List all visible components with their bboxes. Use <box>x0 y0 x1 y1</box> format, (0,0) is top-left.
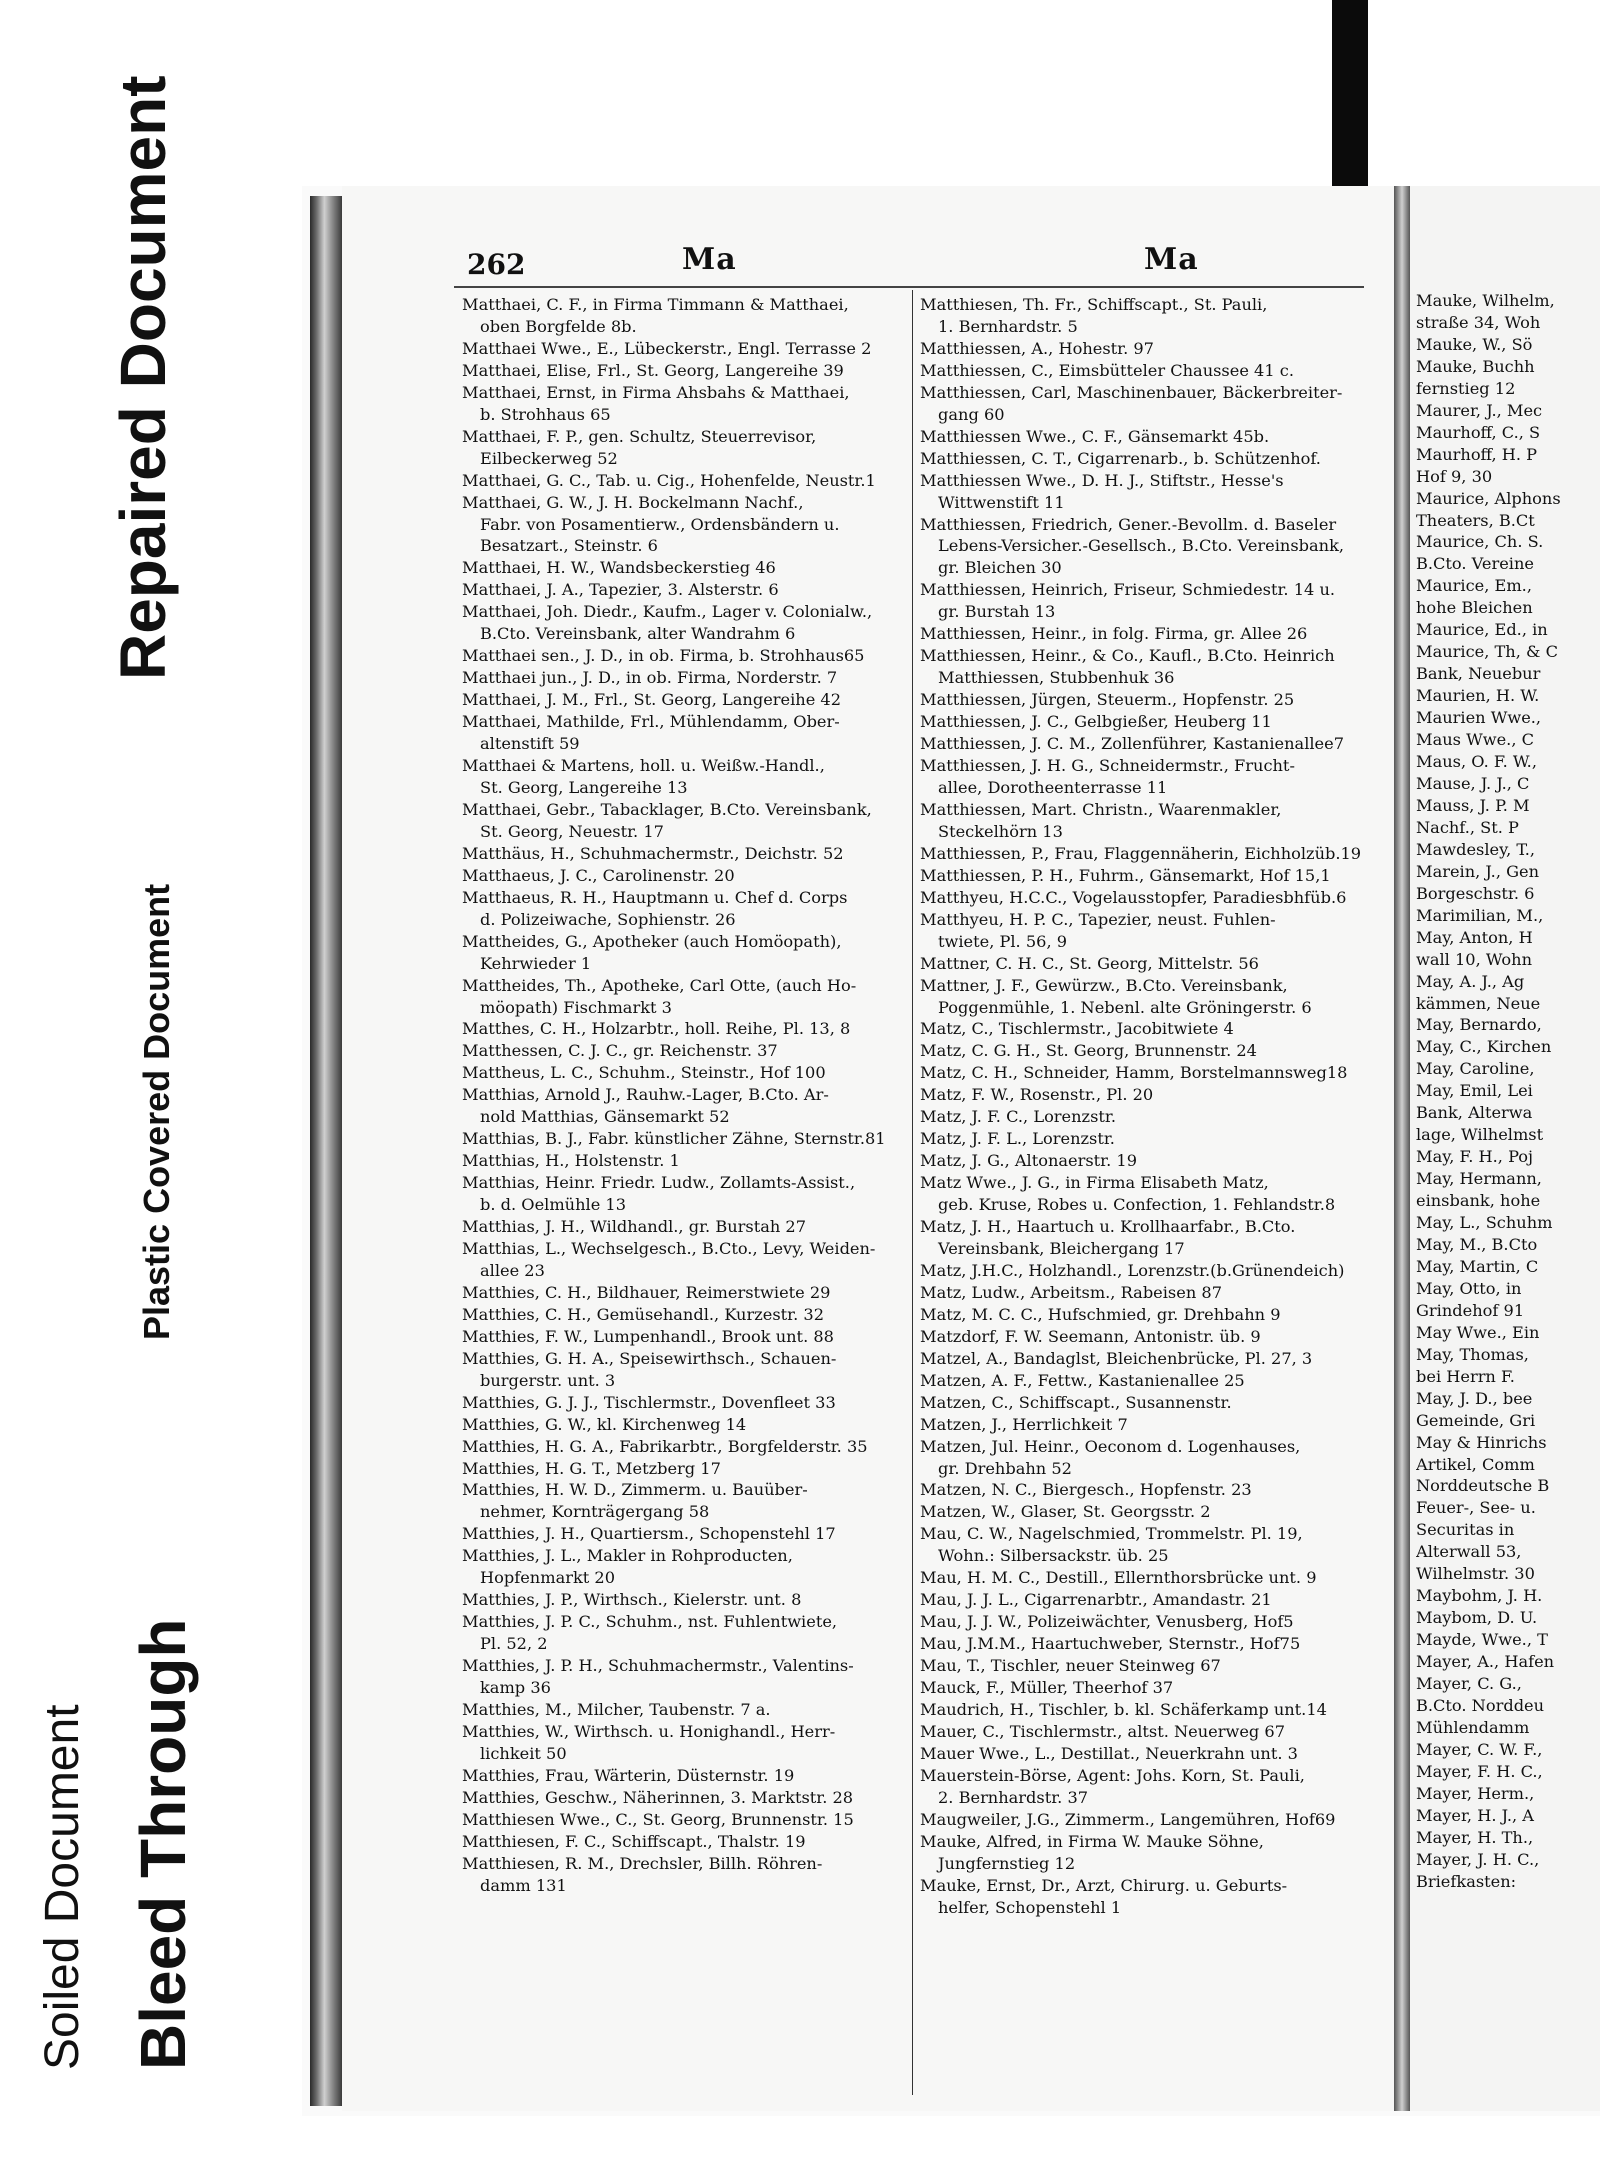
directory-entry: Matz, M. C. C., Hufschmied, gr. Drehbahn 9 <box>920 1304 1281 1324</box>
label-repaired-line1 <box>107 75 179 680</box>
directory-entry: Matthiessen, Carl, Maschinenbauer, Bäckerbreiter- gang 60 <box>920 382 1343 424</box>
directory-entry: Matthiessen Wwe., D. H. J., Stiftstr., Hesse's Wittwenstift 11 <box>920 470 1284 512</box>
directory-entry: Matthiessen, Heinrich, Friseur, Schmiedestr. 14 u. gr. Burstah 13 <box>920 580 1336 622</box>
book-spine <box>310 196 342 2106</box>
directory-entry: Matthaei, J. A., Tapezier, 3. Alsterstr. 6 <box>462 580 779 600</box>
label-plastic-text: Plastic Covered Document <box>136 883 177 1340</box>
directory-entry: Matthies, W., Wirthsch. u. Honighandl., Herr- lichkeit 50 <box>462 1721 836 1763</box>
directory-entry-cut: Mühlendamm <box>1416 1717 1530 1737</box>
directory-entry: Matthaei, H. W., Wandsbeckerstieg 46 <box>462 558 776 578</box>
directory-entry-cut: Feuer-, See- u. <box>1416 1498 1536 1518</box>
directory-entry: Matthiessen, C. T., Cigarrenarb., b. Schützenhof. <box>920 448 1321 468</box>
directory-entry: Matthias, Heinr. Friedr. Ludw., Zollamts-Assist., b. d. Oelmühle 13 <box>462 1173 856 1215</box>
directory-entry-cut: kämmen, Neue <box>1416 993 1541 1013</box>
label-repaired: Repaired Document <box>107 75 179 680</box>
directory-entry: Matthiessen, Jürgen, Steuerm., Hopfenstr. 25 <box>920 690 1295 710</box>
label-plastic-covered <box>138 884 176 1340</box>
directory-entry: Matthies, C. H., Gemüsehandl., Kurzestr. 32 <box>462 1304 824 1324</box>
directory-entry-cut: Mauke, Buchh <box>1416 356 1535 376</box>
directory-entry-cut: Marein, J., Gen <box>1416 861 1540 881</box>
directory-entry-cut: fernstieg 12 <box>1416 378 1516 398</box>
directory-entry-cut: hohe Bleichen <box>1416 598 1533 618</box>
directory-entry: Matthaei jun., J. D., in ob. Firma, Norderstr. 7 <box>462 668 838 688</box>
directory-entry-cut: Gemeinde, Gri <box>1416 1410 1536 1430</box>
directory-entry: Matthiessen Wwe., C. F., Gänsemarkt 45b. <box>920 426 1270 446</box>
directory-entry: Matz, J. F. C., Lorenzstr. <box>920 1107 1116 1127</box>
directory-entry: Mauer Wwe., L., Destillat., Neuerkrahn unt. 3 <box>920 1743 1298 1763</box>
page-right-partial <box>1410 186 1600 2111</box>
directory-entry: Matthies, G. W., kl. Kirchenweg 14 <box>462 1414 747 1434</box>
directory-entry-cut: May, Anton, H <box>1416 927 1533 947</box>
directory-entry: Matz, C. G. H., St. Georg, Brunnenstr. 24 <box>920 1041 1257 1061</box>
directory-entry: Matthaei, J. M., Frl., St. Georg, Langereihe 42 <box>462 690 842 710</box>
directory-entry: Matthiessen, A., Hohestr. 97 <box>920 338 1154 358</box>
directory-entry-cut: May, F. H., Poj <box>1416 1147 1534 1167</box>
directory-entry: Matthies, J. P., Wirthsch., Kielerstr. unt. 8 <box>462 1590 802 1610</box>
directory-entry-cut: May, C., Kirchen <box>1416 1037 1552 1057</box>
directory-entry-cut: straße 34, Woh <box>1416 312 1541 332</box>
directory-entry: Matzdorf, F. W. Seemann, Antonistr. üb. 9 <box>920 1326 1261 1346</box>
directory-entry: Mau, J.M.M., Haartuchweber, Sternstr., Hof75 <box>920 1634 1301 1654</box>
directory-entry-cut: Maybohm, J. H. <box>1416 1586 1543 1606</box>
directory-entry-cut: May, Otto, in <box>1416 1278 1522 1298</box>
page-left <box>342 186 1400 2111</box>
directory-entry: Mau, T., Tischler, neuer Steinweg 67 <box>920 1656 1221 1676</box>
directory-entry-cut: May, Bernardo, <box>1416 1015 1542 1035</box>
directory-entry: Matthies, J. P. C., Schuhm., nst. Fuhlentwiete, Pl. 52, 2 <box>462 1612 838 1654</box>
directory-entry-cut: Mayer, C. W. F., <box>1416 1739 1543 1759</box>
running-head-right: Ma <box>1144 242 1199 277</box>
directory-entry-cut: Borgeschstr. 6 <box>1416 883 1535 903</box>
directory-entry-cut: Artikel, Comm <box>1416 1454 1535 1474</box>
directory-entry: Matzen, A. F., Fettw., Kastanienallee 25 <box>920 1370 1245 1390</box>
directory-entry-cut: Theaters, B.Ct <box>1416 510 1535 530</box>
directory-entry: Matz, F. W., Rosenstr., Pl. 20 <box>920 1085 1154 1105</box>
directory-entry: Matthiesen, Th. Fr., Schiffscapt., St. Pauli, 1. Bernhardstr. 5 <box>920 295 1268 336</box>
header-rule <box>454 286 1364 288</box>
label-soiled <box>38 1704 88 2070</box>
directory-entry: Matthaei, Joh. Diedr., Kaufm., Lager v. Colonialw., B.Cto. Vereinsbank, alter Wandrahm 6 <box>462 602 873 644</box>
directory-entry-cut: wall 10, Wohn <box>1416 949 1533 969</box>
directory-entry: Matthaeus, J. C., Carolinenstr. 20 <box>462 865 735 885</box>
directory-entry: Matthaei, G. W., J. H. Bockelmann Nachf., Fabr. von Posamentierw., Ordensbändern u. Besatzart., Steinstr. 6 <box>462 492 840 556</box>
directory-entry: Matthiessen, J. C. M., Zollenführer, Kastanienallee7 <box>920 734 1345 754</box>
directory-entry: Matz, J. H., Haartuch u. Krollhaarfabr., B.Cto. Vereinsbank, Bleichergang 17 <box>920 1217 1296 1258</box>
directory-entry: Matz, C., Tischlermstr., Jacobitwiete 4 <box>920 1019 1234 1039</box>
directory-entry: Matthies, J. L., Makler in Rohproducten, Hopfenmarkt 20 <box>462 1546 793 1588</box>
directory-entry: Matzen, N. C., Biergesch., Hopfenstr. 23 <box>920 1480 1252 1500</box>
directory-entry: Mattheus, L. C., Schuhm., Steinstr., Hof 100 <box>462 1063 826 1083</box>
directory-entry: Matthiessen, Friedrich, Gener.-Bevollm. d. Baseler Lebens-Versicher.-Gesellsch., B.Cto. Vereinsbank, gr. Bleichen 30 <box>920 514 1345 578</box>
directory-entry-cut: May, Hermann, <box>1416 1169 1542 1189</box>
directory-entry: Matthias, B. J., Fabr. künstlicher Zähne, Sternstr.81 <box>462 1129 886 1149</box>
directory-entry: Matthies, G. J. J., Tischlermstr., Dovenfleet 33 <box>462 1392 836 1412</box>
directory-entry-cut: Mawdesley, T., <box>1416 839 1536 859</box>
directory-entry: Matzen, C., Schiffscapt., Susannenstr. <box>920 1392 1232 1412</box>
directory-entry: Matthyeu, H. P. C., Tapezier, neust. Fuhlen- twiete, Pl. 56, 9 <box>920 909 1276 951</box>
directory-entry-cut: Mauke, Wilhelm, <box>1416 291 1555 310</box>
directory-entry: Matthessen, C. J. C., gr. Reichenstr. 37 <box>462 1041 778 1061</box>
directory-entry: Mauke, Ernst, Dr., Arzt, Chirurg. u. Geburts- helfer, Schopenstehl 1 <box>920 1875 1288 1917</box>
directory-entry: Matz, C. H., Schneider, Hamm, Borstelmannsweg18 <box>920 1063 1348 1083</box>
directory-entry: Mattner, J. F., Gewürzw., B.Cto. Vereinsbank, Poggenmühle, 1. Nebenl. alte Gröningerstr. 6 <box>920 975 1312 1017</box>
directory-entry-cut: Nachf., St. P <box>1416 817 1519 837</box>
directory-column-right <box>920 294 1365 1919</box>
directory-entry: Matthaei Wwe., E., Lübeckerstr., Engl. Terrasse 2 <box>462 338 872 358</box>
directory-entry-cut: B.Cto. Norddeu <box>1416 1696 1545 1715</box>
directory-entry: Matthias, H., Holstenstr. 1 <box>462 1151 680 1171</box>
directory-entry: Matthiesen, R. M., Drechsler, Billh. Röhren- damm 131 <box>462 1853 823 1895</box>
page-number: 262 <box>467 248 526 281</box>
directory-column-far-right <box>1416 290 1600 1893</box>
directory-entry-cut: Maurer, J., Mec <box>1416 400 1543 420</box>
directory-entry-cut: May, A. J., Ag <box>1416 971 1525 991</box>
directory-entry: Matthaei & Martens, holl. u. Weißw.-Handl., St. Georg, Langereihe 13 <box>462 756 825 797</box>
directory-entry: Mauck, F., Müller, Theerhof 37 <box>920 1678 1174 1698</box>
directory-entry: Mau, J. J. W., Polizeiwächter, Venusberg, Hof5 <box>920 1612 1294 1632</box>
directory-entry: Matzel, A., Bandaglst, Bleichenbrücke, Pl. 27, 3 <box>920 1348 1313 1368</box>
directory-entry-cut: May, J. D., bee <box>1416 1388 1533 1408</box>
directory-entry: Matthies, G. H. A., Speisewirthsch., Schauen- burgerstr. unt. 3 <box>462 1348 837 1390</box>
directory-entry-cut: May, Caroline, <box>1416 1059 1535 1079</box>
directory-entry: Matthaei, Gebr., Tabacklager, B.Cto. Vereinsbank, St. Georg, Neuestr. 17 <box>462 799 872 841</box>
directory-entry-cut: bei Herrn F. <box>1416 1366 1515 1386</box>
directory-entry-cut: May, L., Schuhm <box>1416 1213 1553 1233</box>
directory-entry: Matthaei, C. F., in Firma Timmann & Matthaei, oben Borgfelde 8b. <box>462 295 849 336</box>
directory-entry: Matz, Ludw., Arbeitsm., Rabeisen 87 <box>920 1282 1222 1302</box>
directory-entry-cut: Mayer, Herm., <box>1416 1783 1535 1803</box>
directory-entry-cut: Hof 9, 30 <box>1416 466 1493 486</box>
directory-entry-cut: Mauss, J. P. M <box>1416 795 1530 815</box>
directory-entry: Matthies, J. P. H., Schuhmachermstr., Valentins- kamp 36 <box>462 1656 854 1698</box>
directory-entry-cut: May, Thomas, <box>1416 1344 1529 1364</box>
directory-entry-cut: Maus Wwe., C <box>1416 730 1534 750</box>
directory-entry: Matthies, J. H., Quartiersm., Schopenstehl 17 <box>462 1524 836 1544</box>
directory-entry: Mau, J. J. L., Cigarrenarbtr., Amandastr. 21 <box>920 1590 1272 1610</box>
directory-entry-cut: May Wwe., Ein <box>1416 1322 1540 1342</box>
directory-entry-cut: Maybom, D. U. <box>1416 1608 1538 1628</box>
directory-entry: Mattner, C. H. C., St. Georg, Mittelstr. 56 <box>920 953 1259 973</box>
condition-labels <box>30 75 300 2070</box>
directory-entry-cut: Alterwall 53, <box>1416 1542 1522 1562</box>
directory-entry-cut: Norddeutsche B <box>1416 1476 1550 1496</box>
book-scan <box>302 186 1600 2116</box>
directory-entry-cut: Marimilian, M., <box>1416 905 1544 925</box>
directory-entry: Matthias, J. H., Wildhandl., gr. Burstah 27 <box>462 1217 807 1237</box>
directory-entry-cut: Maurice, Th, & C <box>1416 642 1558 662</box>
directory-entry-cut: May & Hinrichs <box>1416 1432 1547 1452</box>
directory-entry-cut: Mayer, H. J., A <box>1416 1805 1534 1825</box>
directory-entry: Matthaei, Mathilde, Frl., Mühlendamm, Ober- altenstift 59 <box>462 712 840 754</box>
directory-entry: Matthaei, F. P., gen. Schultz, Steuerrevisor, Eilbeckerweg 52 <box>462 426 817 468</box>
directory-entry: Matthyeu, H.C.C., Vogelausstopfer, Paradiesbhfüb.6 <box>920 887 1347 907</box>
directory-entry-cut: Maurhoff, H. P <box>1416 444 1538 464</box>
directory-entry-cut: Mayer, A., Hafen <box>1416 1652 1555 1672</box>
directory-entry: Mattheides, G., Apotheker (auch Homöopath), Kehrwieder 1 <box>462 931 842 973</box>
directory-entry: Mau, C. W., Nagelschmied, Trommelstr. Pl. 19, Wohn.: Silbersackstr. üb. 25 <box>920 1524 1303 1566</box>
directory-entry: Matthiessen, J. H. G., Schneidermstr., Frucht- allee, Dorotheenterrasse 11 <box>920 756 1295 797</box>
label-soiled-text: Soiled Document <box>36 1704 89 2070</box>
directory-entry-cut: Maurien Wwe., <box>1416 708 1542 728</box>
directory-entry: Matthies, H. W. D., Zimmerm. u. Bauüber- nehmer, Kornträgergang 58 <box>462 1480 808 1522</box>
directory-entry-cut: May, Martin, C <box>1416 1256 1539 1276</box>
directory-entry: Matzen, J., Herrlichkeit 7 <box>920 1414 1128 1434</box>
directory-entry: Matthies, M., Milcher, Taubenstr. 7 a. <box>462 1700 771 1719</box>
directory-entry: Maugweiler, J.G., Zimmerm., Langemühren, Hof69 <box>920 1809 1336 1829</box>
directory-entry: Matthias, Arnold J., Rauhw.-Lager, B.Cto. Ar- nold Matthias, Gänsemarkt 52 <box>462 1085 829 1127</box>
directory-entry: Matz, J. G., Altonaerstr. 19 <box>920 1151 1138 1171</box>
directory-entry: Matthies, Frau, Wärterin, Düsternstr. 19 <box>462 1765 795 1785</box>
directory-entry-cut: Maurice, Ch. S. <box>1416 532 1544 552</box>
directory-entry-cut: Bank, Neuebur <box>1416 664 1541 684</box>
directory-entry: Matz, J.H.C., Holzhandl., Lorenzstr.(b.Grünendeich) <box>920 1260 1345 1280</box>
scanner-margin-tab <box>1332 0 1368 186</box>
directory-entry: Matthaei, Elise, Frl., St. Georg, Langereihe 39 <box>462 360 844 380</box>
directory-entry: Matthaei sen., J. D., in ob. Firma, b. Strohhaus65 <box>462 646 865 666</box>
directory-entry: Matthiessen, C., Eimsbütteler Chaussee 41 c. <box>920 360 1295 380</box>
directory-entry-cut: Mauke, W., Sö <box>1416 334 1533 354</box>
label-bleed-through <box>127 1618 199 2070</box>
directory-entry-cut: May, M., B.Cto <box>1416 1234 1538 1254</box>
directory-entry-cut: einsbank, hohe <box>1416 1191 1541 1211</box>
directory-entry-cut: Mayde, Wwe., T <box>1416 1630 1548 1650</box>
directory-entry: Matthiessen, Heinr., & Co., Kaufl., B.Cto. Heinrich Matthiessen, Stubbenhuk 36 <box>920 646 1335 688</box>
directory-entry: Mauer, C., Tischlermstr., altst. Neuerweg 67 <box>920 1721 1286 1741</box>
directory-entry-cut: Maurice, Em., <box>1416 576 1532 596</box>
directory-entry-cut: Maurice, Ed., in <box>1416 620 1548 640</box>
directory-entry: Matthaeus, R. H., Hauptmann u. Chef d. Corps d. Polizeiwache, Sophienstr. 26 <box>462 887 848 929</box>
directory-entry-cut: Grindehof 91 <box>1416 1300 1525 1320</box>
directory-entry: Matthies, F. W., Lumpenhandl., Brook unt. 88 <box>462 1326 834 1346</box>
directory-entry: Matthiesen, F. C., Schiffscapt., Thalstr. 19 <box>462 1831 806 1851</box>
directory-entry: Mattheides, Th., Apotheke, Carl Otte, (auch Ho- möopath) Fischmarkt 3 <box>462 975 857 1017</box>
directory-entry: Mau, H. M. C., Destill., Ellernthorsbrücke unt. 9 <box>920 1568 1317 1588</box>
directory-entry-cut: Wilhelmstr. 30 <box>1416 1564 1535 1584</box>
directory-entry: Matthaei, Ernst, in Firma Ahsbahs & Matthaei, b. Strohhaus 65 <box>462 382 850 424</box>
directory-entry-cut: Maurien, H. W. <box>1416 686 1540 706</box>
label-bleed-text: Bleed Through <box>127 1618 199 2070</box>
directory-entry-cut: Mayer, F. H. C., <box>1416 1761 1543 1781</box>
directory-entry: Maudrich, H., Tischler, b. kl. Schäferkamp unt.14 <box>920 1700 1327 1719</box>
directory-entry: Matz, J. F. L., Lorenzstr. <box>920 1129 1115 1149</box>
directory-entry: Matthiessen, Mart. Christn., Waarenmakler, Steckelhörn 13 <box>920 799 1282 841</box>
directory-entry-cut: Maurhoff, C., S <box>1416 422 1541 442</box>
directory-entry-cut: Maurice, Alphons <box>1416 488 1561 508</box>
directory-entry-cut: Mayer, J. H. C., <box>1416 1849 1540 1869</box>
directory-entry-cut: Securitas in <box>1416 1520 1515 1540</box>
directory-entry: Matthaei, G. C., Tab. u. Cig., Hohenfelde, Neustr.1 <box>462 470 876 490</box>
directory-entry-cut: May, Emil, Lei <box>1416 1081 1533 1101</box>
directory-entry-cut: Mayer, C. G., <box>1416 1674 1522 1694</box>
directory-entry-cut: Maus, O. F. W., <box>1416 752 1537 772</box>
directory-entry: Mauerstein-Börse, Agent: Johs. Korn, St. Pauli, 2. Bernhardstr. 37 <box>920 1765 1305 1807</box>
directory-entry: Matthiesen Wwe., C., St. Georg, Brunnenstr. 15 <box>462 1809 854 1829</box>
directory-entry: Matthies, Geschw., Näherinnen, 3. Marktstr. 28 <box>462 1787 854 1807</box>
directory-entry-cut: Mause, J. J., C <box>1416 773 1530 793</box>
directory-entry: Matz Wwe., J. G., in Firma Elisabeth Matz, geb. Kruse, Robes u. Confection, 1. Fehlandstr.8 <box>920 1173 1336 1215</box>
directory-entry-cut: Mayer, H. Th., <box>1416 1827 1534 1847</box>
directory-entry: Matthies, C. H., Bildhauer, Reimerstwiete 29 <box>462 1282 831 1302</box>
directory-entry: Matthiessen, P. H., Fuhrm., Gänsemarkt, Hof 15,1 <box>920 865 1331 885</box>
directory-entry: Mauke, Alfred, in Firma W. Mauke Söhne, Jungfernstieg 12 <box>920 1831 1264 1873</box>
directory-entry-cut: Briefkasten: <box>1416 1871 1517 1891</box>
directory-entry-cut: Bank, Alterwa <box>1416 1103 1533 1123</box>
directory-entry: Matthiessen, P., Frau, Flaggennäherin, Eichholzüb.19 <box>920 843 1362 863</box>
directory-entry: Matthiessen, J. C., Gelbgießer, Heuberg 11 <box>920 712 1272 732</box>
directory-column-left <box>462 294 907 1897</box>
page-gutter <box>1394 186 1410 2111</box>
directory-entry-cut: lage, Wilhelmst <box>1416 1125 1544 1145</box>
directory-entry: Matthäus, H., Schuhmachermstr., Deichstr. 52 <box>462 843 844 863</box>
directory-entry-cut: B.Cto. Vereine <box>1416 554 1534 574</box>
directory-entry: Matthies, H. G. A., Fabrikarbtr., Borgfelderstr. 35 <box>462 1436 868 1456</box>
directory-entry: Matzen, Jul. Heinr., Oeconom d. Logenhauses, gr. Drehbahn 52 <box>920 1436 1301 1478</box>
directory-entry: Matthias, L., Wechselgesch., B.Cto., Levy, Weiden- allee 23 <box>462 1238 876 1280</box>
directory-entry: Matthes, C. H., Holzarbtr., holl. Reihe, Pl. 13, 8 <box>462 1019 851 1039</box>
directory-entry: Matthiessen, Heinr., in folg. Firma, gr. Allee 26 <box>920 624 1308 644</box>
directory-entry: Matthies, H. G. T., Metzberg 17 <box>462 1458 721 1478</box>
directory-entry: Matzen, W., Glaser, St. Georgsstr. 2 <box>920 1502 1211 1522</box>
running-head-left: Ma <box>682 242 737 277</box>
column-separator <box>912 290 913 2095</box>
